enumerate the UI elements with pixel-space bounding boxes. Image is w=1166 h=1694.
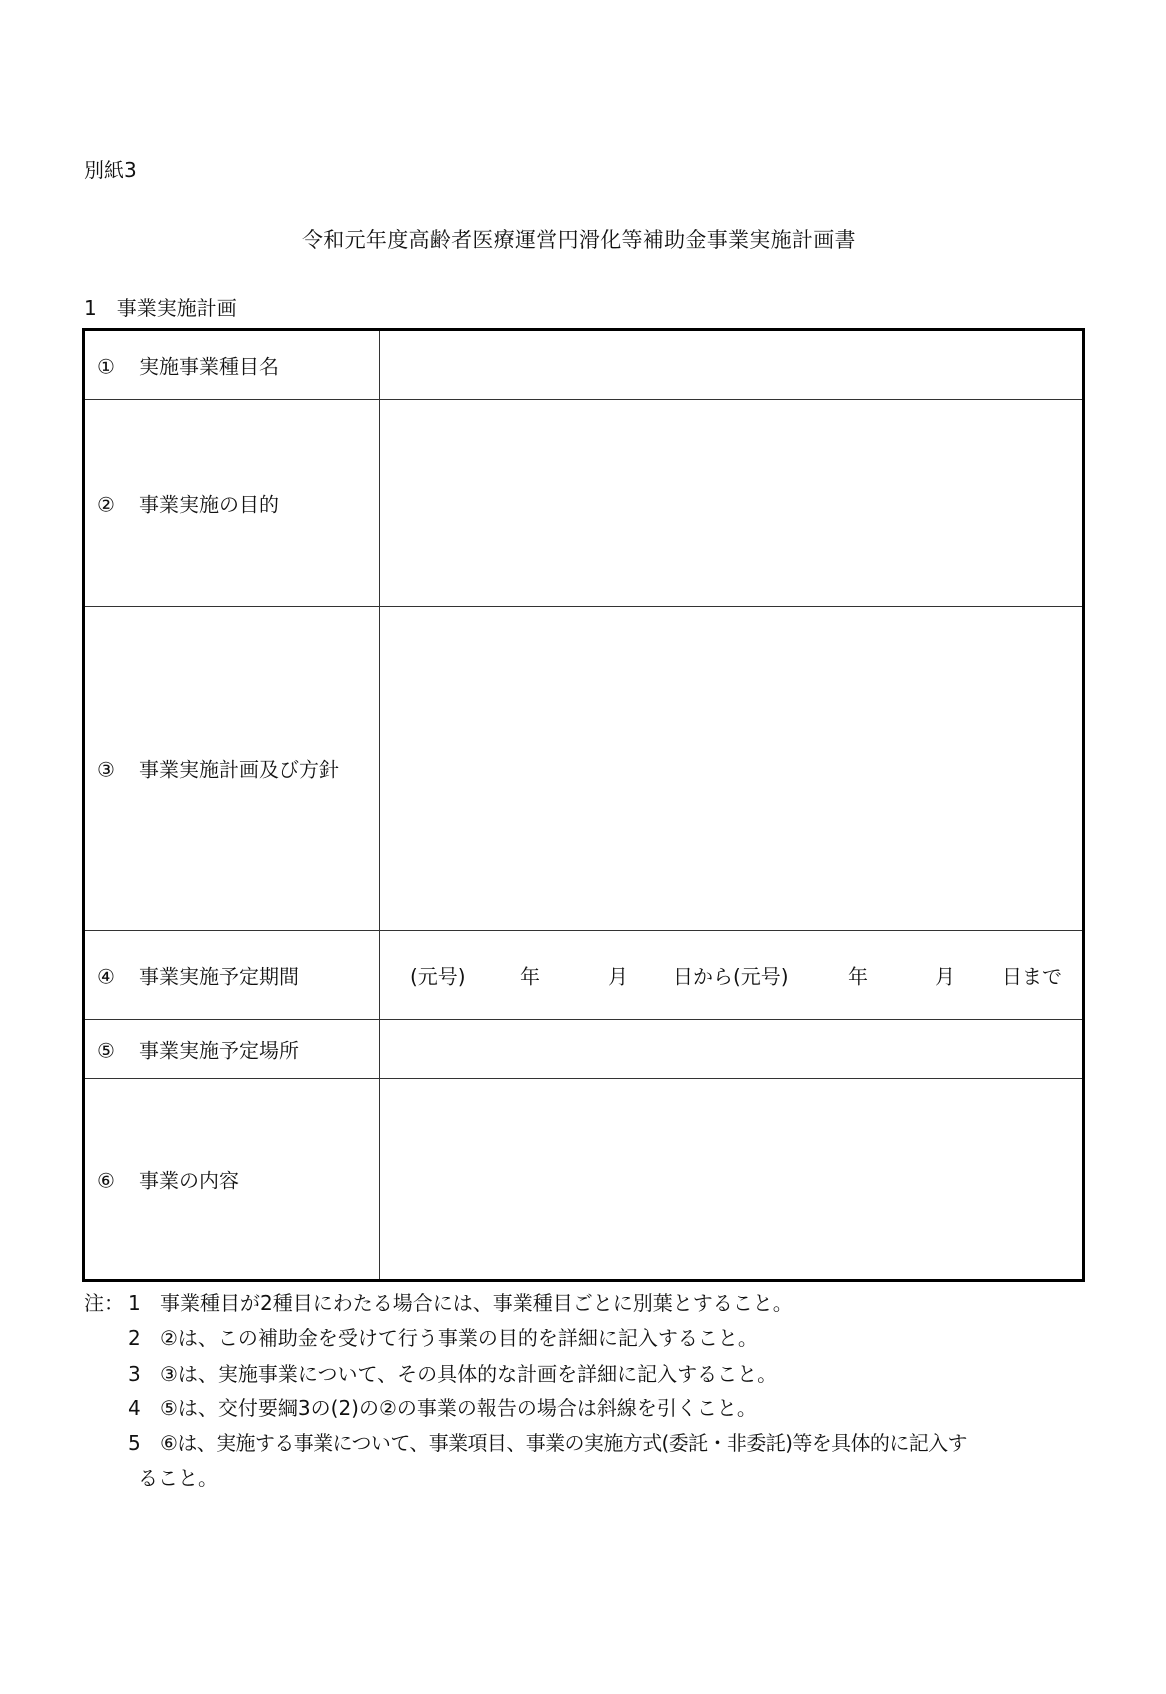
table-row-plan xyxy=(85,606,1082,931)
row-number: ⑤ xyxy=(97,1038,115,1062)
page-title: 令和元年度高齢者医療運営円滑化等補助金事業実施計画書 xyxy=(302,228,856,252)
row-label: 事業実施予定場所 xyxy=(139,1038,299,1062)
note-item: 1 事業種目が2種目にわたる場合には、事業種目ごとに別葉とすること。 xyxy=(128,1291,793,1315)
period-month-end: 月 xyxy=(935,964,955,988)
note-item: 5 ⑥は、実施する事業について、事業項目、事業の実施方式(委託・非委託)等を具体的に記入す xyxy=(128,1431,967,1455)
item-name-field[interactable] xyxy=(380,331,1082,399)
period-month-start: 月 xyxy=(608,964,628,988)
table-row-content xyxy=(85,1078,1082,1279)
row-label: 事業実施の目的 xyxy=(139,492,279,516)
period-era-start: (元号) xyxy=(410,964,466,988)
note-item: 3 ③は、実施事業について、その具体的な計画を詳細に記入すること。 xyxy=(128,1362,778,1386)
note-continuation: ること。 xyxy=(138,1466,218,1490)
row-number: ⑥ xyxy=(97,1168,115,1192)
period-year-start: 年 xyxy=(520,964,540,988)
section-heading: 1 事業実施計画 xyxy=(84,296,237,320)
plan-table xyxy=(82,328,1085,1282)
row-number: ④ xyxy=(97,964,115,988)
purpose-field[interactable] xyxy=(380,399,1082,606)
row-label: 事業実施予定期間 xyxy=(139,964,299,988)
row-label: 事業の内容 xyxy=(139,1168,239,1192)
notes-prefix: 注： xyxy=(84,1291,124,1315)
period-field[interactable] xyxy=(380,930,1082,1019)
attachment-label: 別紙3 xyxy=(84,158,137,182)
table-row-period xyxy=(85,930,1082,1020)
location-field[interactable] xyxy=(380,1019,1082,1078)
row-number: ③ xyxy=(97,757,115,782)
row-number: ① xyxy=(97,354,115,379)
plan-field[interactable] xyxy=(380,606,1082,930)
table-row-location xyxy=(85,1019,1082,1079)
content-field[interactable] xyxy=(380,1078,1082,1279)
table-row-purpose xyxy=(85,399,1082,607)
period-day-until: 日まで xyxy=(1002,964,1062,988)
row-number: ② xyxy=(97,492,115,516)
row-label: 実施事業種目名 xyxy=(139,354,279,379)
note-item: 2 ②は、この補助金を受けて行う事業の目的を詳細に記入すること。 xyxy=(128,1326,758,1350)
row-label: 事業実施計画及び方針 xyxy=(139,757,339,782)
note-item: 4 ⑤は、交付要綱3の(2)の②の事業の報告の場合は斜線を引くこと。 xyxy=(128,1396,757,1420)
period-year-end: 年 xyxy=(848,964,868,988)
period-day-from: 日から(元号) xyxy=(673,964,789,988)
table-row-item-name xyxy=(85,331,1082,400)
